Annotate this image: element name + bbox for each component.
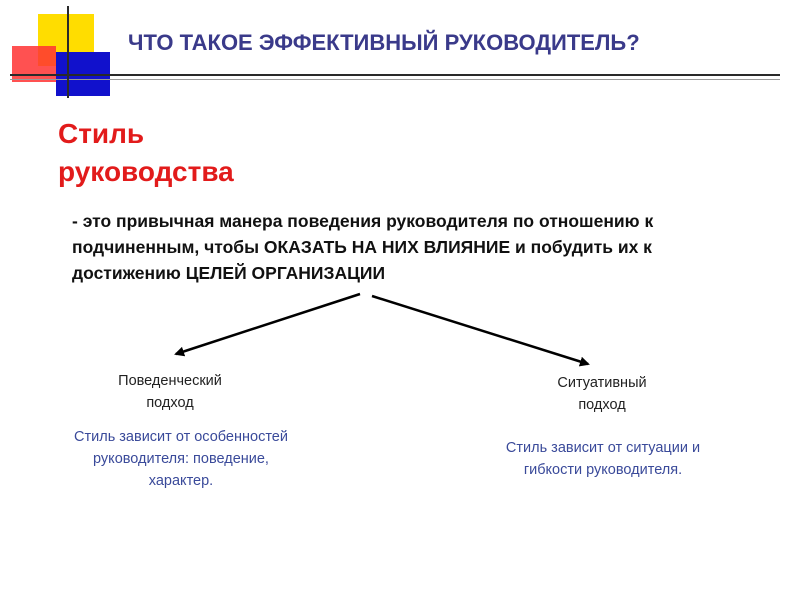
situational-approach-title [512,372,692,416]
slide-title: ЧТО ТАКОЕ ЭФФЕКТИВНЫЙ РУКОВОДИТЕЛЬ? [128,30,640,55]
behavioral-desc-line-3: характер. [148,473,214,489]
behavioral-approach-description [40,426,322,492]
situational-desc-line-2: гибкости руководителя. [523,462,683,478]
subtitle-line-1: Стиль [58,118,145,149]
arrow-to-behavioral [176,294,360,354]
subtitle-line-2: руководства [58,156,234,187]
situational-desc-line-1: Стиль зависит от ситуации и [505,440,701,456]
definition-emphasis-2: ЦЕЛЕЙ ОРГАНИЗАЦИИ [185,263,386,283]
arrow-to-situational [372,296,588,364]
situational-title-line-1: Ситуативный [557,375,647,391]
situational-title-line-2: подход [578,397,626,413]
behavioral-approach-title [80,370,260,414]
behavioral-title-line-1: Поведенческий [118,373,222,389]
definition-part-2: и побудить их к достижению [72,237,652,283]
behavioral-desc-line-2: руководителя: поведение, [93,451,269,467]
behavioral-title-line-2: подход [146,395,194,411]
definition-emphasis-1: ОКАЗАТЬ НА НИХ ВЛИЯНИЕ [263,237,511,257]
behavioral-desc-line-1: Стиль зависит от особенностей [74,429,288,445]
definition-part-1: - это привычная манера поведения руководителя по отношению к подчиненным, чтобы [72,211,654,257]
situational-approach-description [472,437,734,481]
